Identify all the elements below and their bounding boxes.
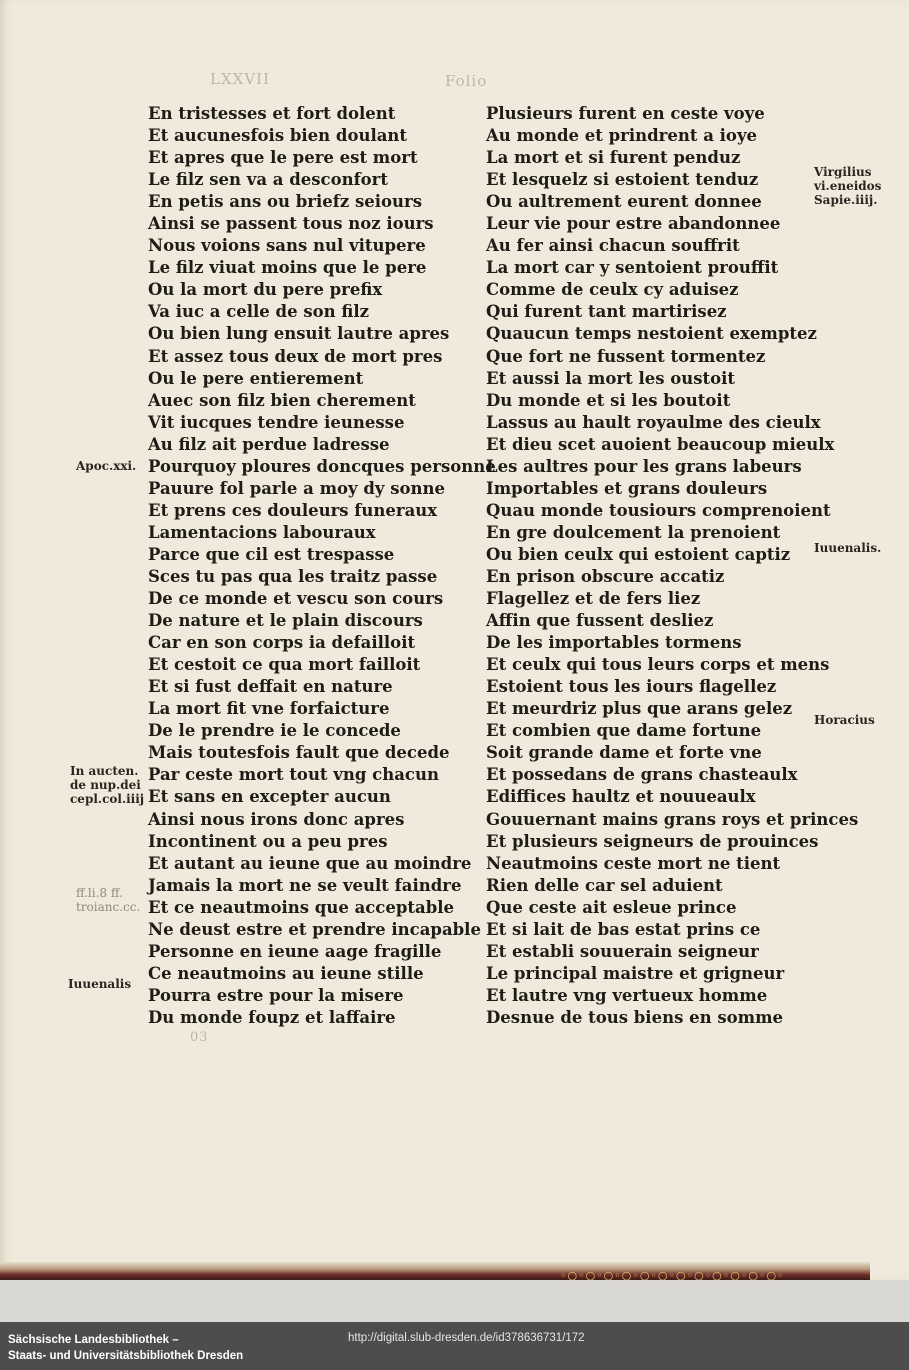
margin-note-apoc: Apoc.xxi.	[76, 459, 137, 473]
institution-line-1: Sächsische Landesbibliothek –	[8, 1334, 179, 1346]
folio-mark-bleed-through: Folio	[445, 72, 488, 90]
verse-line: Gouuernant mains grans roys et princes	[486, 809, 859, 829]
verse-line: Et combien que dame fortune	[486, 721, 762, 741]
verse-line: Comme de ceulx cy aduisez	[486, 280, 739, 300]
margin-note-faint: ff.li.8 ff. troianc.cc.	[76, 886, 141, 914]
verse-line: Desnue de tous biens en somme	[486, 1007, 784, 1027]
left-verse-column	[148, 103, 496, 1029]
verse-line: Au filz ait perdue ladresse	[148, 434, 390, 454]
verse-line: Ainsi nous irons donc apres	[148, 809, 405, 829]
verse-line: Les aultres pour les grans labeurs	[486, 456, 802, 476]
signature-bleed-through: 03	[190, 1030, 209, 1045]
folio-bleed-through: LXXVII	[210, 70, 271, 88]
verse-line: Et lesquelz si estoient tenduz	[486, 170, 759, 190]
verse-line: La mort fit vne forfaicture	[148, 699, 390, 719]
verse-line: Et aucunesfois bien doulant	[148, 126, 408, 146]
verse-line: Leur vie pour estre abandonnee	[486, 214, 781, 234]
margin-note-virgilius: Virgilius vi.eneidos Sapie.iiij.	[814, 165, 882, 207]
verse-line: Du monde foupz et laffaire	[148, 1007, 396, 1027]
verse-line: En tristesses et fort dolent	[148, 104, 396, 123]
verse-line: Qui furent tant martirisez	[486, 302, 727, 322]
verse-line: Incontinent ou a peu pres	[148, 831, 388, 851]
verse-line: Quaucun temps nestoient exemptez	[486, 324, 817, 344]
verse-line: Que fort ne fussent tormentez	[486, 346, 766, 366]
verse-line: Et prens ces douleurs funeraux	[148, 500, 438, 520]
verse-line: Lassus au hault royaulme des cieulx	[486, 412, 821, 432]
verse-line: Sces tu pas qua les traitz passe	[148, 566, 438, 586]
verse-line: En prison obscure accatiz	[486, 566, 725, 586]
margin-note-in-auctentica: In aucten. de nup.dei cepl.col.iiij	[70, 764, 145, 806]
verse-line: De ce monde et vescu son cours	[148, 589, 444, 609]
verse-line: Neautmoins ceste mort ne tient	[486, 853, 781, 873]
verse-line: Vit iucques tendre ieunesse	[148, 412, 405, 432]
verse-line: Ou le pere entierement	[148, 368, 364, 388]
verse-line: De nature et le plain discours	[148, 611, 423, 631]
verse-line: Auec son filz bien cherement	[148, 390, 416, 410]
verse-line: Importables et grans douleurs	[486, 478, 768, 498]
gilt-ornament: ◦○◦○◦○◦○◦○◦○◦○◦○◦○◦○◦○◦○◦	[560, 1269, 785, 1282]
margin-note-horacius: Horacius	[814, 713, 875, 727]
verse-line: Parce que cil est trespasse	[148, 544, 395, 564]
verse-line: Et aussi la mort les oustoit	[486, 368, 736, 388]
verse-line: Affin que fussent desliez	[486, 611, 714, 631]
verse-line: La mort car y sentoient prouffit	[486, 258, 779, 278]
margin-note-iuuenalis-left: Iuuenalis	[68, 977, 132, 991]
verse-line: Mais toutesfois fault que decede	[148, 743, 450, 763]
verse-line: Pourquoy ploures doncques personne	[148, 456, 496, 476]
verse-line: Le principal maistre et grigneur	[486, 963, 785, 983]
verse-line: Et autant au ieune que au moindre	[148, 853, 472, 873]
verse-line: Au fer ainsi chacun souffrit	[486, 236, 740, 256]
permalink-url[interactable]: http://digital.slub-dresden.de/id378636731/172	[348, 1332, 585, 1344]
verse-line: Et apres que le pere est mort	[148, 148, 418, 168]
verse-line: Ainsi se passent tous noz iours	[148, 214, 434, 234]
verse-line: Ou aultrement eurent donnee	[486, 192, 762, 212]
verse-line: Et ce neautmoins que acceptable	[148, 897, 455, 917]
verse-line: Jamais la mort ne se veult faindre	[148, 875, 462, 895]
verse-line: Du monde et si les boutoit	[486, 390, 731, 410]
verse-line: Ou la mort du pere prefix	[148, 280, 383, 300]
verse-line: Lamentacions labouraux	[148, 522, 376, 542]
verse-line: Ce neautmoins au ieune stille	[148, 963, 424, 983]
margin-note-iuuenalis-right: Iuuenalis.	[814, 541, 882, 555]
verse-line: Et ceulx qui tous leurs corps et mens	[486, 655, 830, 675]
verse-line: Personne en ieune aage fragille	[148, 941, 442, 961]
verse-line: Ou bien ceulx qui estoient captiz	[486, 544, 791, 564]
verse-line: Et dieu scet auoient beaucoup mieulx	[486, 434, 835, 454]
verse-line: Soit grande dame et forte vne	[486, 743, 762, 763]
verse-line: Que ceste ait esleue prince	[486, 897, 737, 917]
verse-line: Et lautre vng vertueux homme	[486, 985, 768, 1005]
verse-line: Et assez tous deux de mort pres	[148, 346, 443, 366]
verse-line: Quau monde tousiours comprenoient	[486, 500, 831, 520]
verse-line: Le filz sen va a desconfort	[148, 170, 388, 190]
verse-line: Car en son corps ia defailloit	[148, 633, 416, 653]
institution-line-2: Staats- und Universitätsbibliothek Dresden	[8, 1350, 244, 1362]
verse-line: Et plusieurs seigneurs de prouinces	[486, 831, 819, 851]
verse-line: Et meurdriz plus que arans gelez	[486, 699, 793, 719]
verse-line: Va iuc a celle de son filz	[148, 302, 369, 322]
verse-line: Le filz viuat moins que le pere	[148, 258, 427, 278]
verse-line: Ediffices haultz et nouueaulx	[486, 787, 756, 807]
institution-name	[8, 1332, 243, 1364]
verse-line: Plusieurs furent en ceste voye	[486, 104, 765, 123]
verse-line: Nous voions sans nul vitupere	[148, 236, 426, 256]
verse-line: En gre doulcement la prenoient	[486, 522, 781, 542]
verse-line: Rien delle car sel aduient	[486, 875, 723, 895]
verse-line: Au monde et prindrent a ioye	[486, 126, 758, 146]
verse-line: Estoient tous les iours flagellez	[486, 677, 777, 697]
verse-line: Et cestoit ce qua mort failloit	[148, 655, 421, 675]
verse-line: Pourra estre pour la misere	[148, 985, 404, 1005]
verse-line: Ne deust estre et prendre incapable	[148, 919, 481, 939]
verse-line: La mort et si furent penduz	[486, 148, 741, 168]
verse-line: Flagellez et de fers liez	[486, 589, 701, 609]
verse-line: Et si lait de bas estat prins ce	[486, 919, 761, 939]
verse-line: Par ceste mort tout vng chacun	[148, 765, 439, 785]
verse-line: Et sans en excepter aucun	[148, 787, 391, 807]
verse-line: Et si fust deffait en nature	[148, 677, 393, 697]
library-footer	[0, 1322, 909, 1370]
verse-line: Pauure fol parle a moy dy sonne	[148, 478, 446, 498]
verse-line: Et possedans de grans chasteaulx	[486, 765, 798, 785]
verse-line: De le prendre ie le concede	[148, 721, 401, 741]
verse-line: De les importables tormens	[486, 633, 742, 653]
verse-line: Et establi souuerain seigneur	[486, 941, 759, 961]
verse-line: Ou bien lung ensuit lautre apres	[148, 324, 450, 344]
verse-line: En petis ans ou briefz seiours	[148, 192, 422, 212]
